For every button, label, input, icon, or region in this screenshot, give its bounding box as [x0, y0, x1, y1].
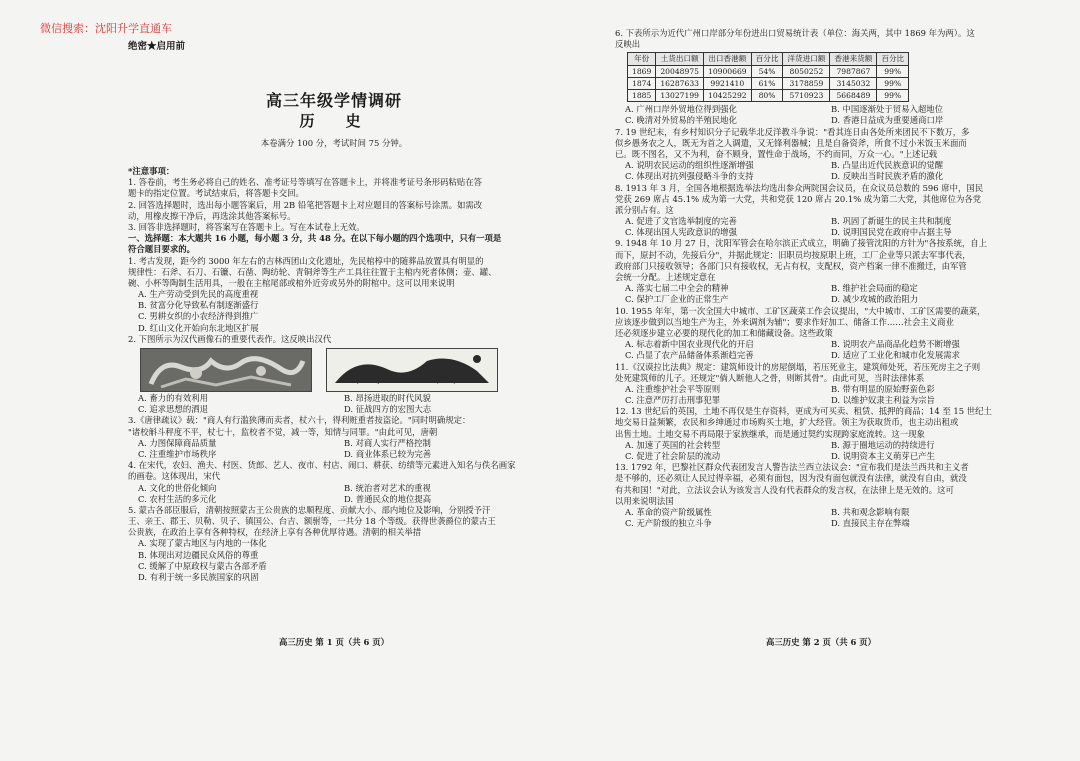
question-13-option-c[interactable]: C. 无产阶级的独立斗争	[625, 518, 712, 529]
question-8-line: 8. 1913 年 3 月，全国各地根据选举法均选出参众两院国会议员，在众议员总数的 596 席中，国民	[615, 182, 984, 193]
question-13-option-a[interactable]: A. 革命的资产阶级属性	[625, 506, 712, 517]
question-9-option-b[interactable]: B. 维护社会局面的稳定	[831, 283, 918, 294]
question-7-option-d[interactable]: D. 反映出当时民族矛盾的激化	[831, 171, 944, 182]
question-7-option-c[interactable]: C. 体现出对抗列强侵略斗争的支持	[625, 171, 754, 182]
page-2-footer: 高三历史 第 2 页（共 6 页）	[766, 637, 876, 647]
table-cell: 3145032	[830, 77, 877, 89]
question-1-option-d[interactable]: D. 红山文化开始向东北地区扩展	[138, 322, 259, 333]
question-7-option-b[interactable]: B. 凸显出近代民族意识的觉醒	[831, 160, 943, 171]
page-1-footer: 高三历史 第 1 页（共 6 页）	[279, 637, 389, 647]
stone-relief-image-1	[140, 348, 312, 392]
table-cell: 9921410	[703, 77, 751, 89]
question-4-line: 4. 在宋代，农妇、渔夫、村医、货郎、艺人、夜市、村店、闹口、耕获、纺绩等元素进入知名与佚名画家	[128, 460, 516, 471]
table-cell: 10900669	[703, 65, 751, 77]
question-6-line: 反映出	[615, 39, 641, 50]
question-9-options-row	[615, 294, 1027, 305]
page-2	[615, 0, 1027, 761]
question-10-line: 还必须逐步建立必要的现代化的加工和储藏设备。这些政策	[615, 327, 833, 338]
trade-table	[627, 52, 909, 102]
table-cell: 1869	[628, 65, 656, 77]
question-2-options-row	[128, 393, 540, 404]
section-heading: 符合题目要求的。	[128, 244, 195, 255]
question-5-option-b[interactable]: B. 体现出对边疆民众风俗的尊重	[138, 549, 259, 560]
table-cell: 13027199	[656, 89, 704, 101]
exam-title: 高三年级学情调研	[265, 91, 402, 110]
notice-line: 1. 答卷前，考生务必将自己的姓名、准考证号等填写在答题卡上，并将准考证号条形码粘贴在答	[128, 177, 483, 188]
question-2-line: 2. 下图所示为汉代画像石的重要代表作。这反映出汉代	[128, 333, 332, 344]
table-cell: 80%	[751, 89, 783, 101]
table-row	[628, 65, 909, 77]
table-row	[628, 77, 909, 89]
table-cell: 10425292	[703, 89, 751, 101]
table-cell: 20048975	[656, 65, 704, 77]
stone-relief-image-2	[326, 348, 498, 392]
question-7-line: 已。既不图名，又不为利，奋不顾身，置性命于战场，不约而同，万众一心。"上述记载	[615, 148, 938, 159]
question-10-options-row	[615, 339, 1027, 350]
notice-line: 3. 回答非选择题时，将答案写在答题卡上。写在本试卷上无效。	[128, 221, 365, 232]
question-11-option-b[interactable]: B. 带有明显的原始野蛮色彩	[831, 383, 935, 394]
question-13-options-row	[615, 518, 1027, 529]
question-7-options-row	[615, 171, 1027, 182]
question-12-line: 地交易日益频繁，农民和乡绅通过市场购买土地，扩大经营。领主为获取货币，也主动出租或	[615, 417, 959, 428]
table-cell: 5710923	[783, 89, 830, 101]
question-13-options-row	[615, 507, 1027, 518]
question-11-option-d[interactable]: D. 以维护奴隶主利益为宗旨	[831, 395, 935, 406]
question-10-line: 10. 1955 年年，第一次全国大中城市、工矿区蔬菜工作会议提出，"大中城市、工矿区需要的蔬菜，	[615, 305, 986, 316]
question-4-option-b[interactable]: B. 统治者对艺术的重视	[344, 482, 431, 493]
col-export: 土货出口额	[656, 53, 704, 65]
question-5-line: 公贵族，在政治上享有各种特权，在经济上享有各种优厚待遇。清朝的相关举措	[128, 527, 422, 538]
question-11-option-a[interactable]: A. 注重维护社会平等原则	[625, 383, 721, 394]
notice-line: 2. 回答选择题时，选出每小题答案后，用 2B 铅笔把答题卡上对应题目的答案标号涂黑。如需改	[128, 199, 483, 210]
question-9-line: 9. 1948 年 10 月 27 日，沈阳军管会在哈尔滨正式成立，明确了接管沈阳的方针为"各按系统，自上	[615, 238, 987, 249]
table-cell: 1874	[628, 77, 656, 89]
question-13-option-b[interactable]: B. 共和观念影响有限	[831, 506, 910, 517]
question-9-option-c[interactable]: C. 保护工厂企业的正常生产	[625, 294, 729, 305]
table-cell: 61%	[751, 77, 783, 89]
question-3-options-row	[128, 438, 540, 449]
question-5-line: 王、亲王、郡王、贝勒、贝子、镇国公、台吉、额驸等，一共分 18 个等级。获得世袭爵位的蒙古王	[128, 516, 496, 527]
question-13-line: 以用来说明法国	[615, 495, 674, 506]
question-4-option-d[interactable]: D. 普通民众的地位提高	[344, 493, 432, 504]
question-10-option-b[interactable]: B. 说明农产品商品化趋势不断增强	[831, 339, 960, 350]
page-1	[128, 0, 540, 761]
question-1-option-b[interactable]: B. 贫富分化导致私有制逐渐盛行	[138, 300, 259, 311]
question-13-line: 是不够的，还必须让人民过得幸福，必须有面包，因为没有面包就没有法律，就没有自由，就没	[615, 473, 967, 484]
question-6-line: 6. 下表所示为近代广州口岸部分年份进出口贸易统计表（单位：海关两，其中 1869 年为两）。这	[615, 28, 975, 38]
question-5-option-d[interactable]: D. 有利于统一多民族国家的巩固	[138, 572, 259, 582]
question-8-option-b[interactable]: B. 巩固了新诞生的民主共和制度	[831, 216, 952, 227]
question-3-option-d[interactable]: D. 商业体系已较为完善	[344, 448, 432, 459]
page-2-body	[615, 28, 1027, 529]
question-7-line: 似乡愚务农之人，既无为首之人调遣，又无锋利器械；且是自备资斧，所食不过小米饭玉米面而	[615, 137, 967, 148]
col-import-hk: 香港来货额	[830, 53, 877, 65]
question-8-options-row	[615, 227, 1027, 238]
section-heading: 一、选择题：本大题共 16 小题，每小题 3 分，共 48 分。在以下每小题的四个选项中，只有一项是	[128, 233, 502, 244]
question-4-option-c[interactable]: C. 农村生活的多元化	[138, 493, 217, 504]
question-12-option-c[interactable]: C. 促进了社会阶层的流动	[625, 451, 721, 461]
question-9-option-a[interactable]: A. 落实七届二中全会的精神	[625, 283, 729, 294]
question-11-options-row	[615, 384, 1027, 395]
question-11-line: 11.《汉谟拉比法典》规定：建筑师设计的房屋倒塌，若压死业主，建筑师处死，若压死房主之子则	[615, 361, 981, 372]
question-8-option-c[interactable]: C. 体现出国人宪政意识的增强	[625, 227, 737, 238]
watermark: 微信搜索：沈阳升学直通车	[40, 22, 172, 35]
question-10-options-row	[615, 350, 1027, 361]
question-7-line: 7. 19 世纪末，有乡村知识分子记载华北反洋教斗争说："看其连日由各处所来团民不下数万，多	[615, 126, 970, 137]
question-13-line: 13. 1792 年，巴黎社区群众代表团发言人警告法兰西立法议会："宣布我们是法兰西共和主义者	[615, 462, 969, 473]
table-cell: 7987867	[830, 65, 877, 77]
table-cell: 5668489	[830, 89, 877, 101]
col-import: 洋货进口额	[783, 53, 830, 65]
table-cell: 99%	[877, 89, 909, 101]
question-4-options-row	[128, 483, 540, 494]
question-12-option-a[interactable]: A. 加速了英国的社会转型	[625, 439, 721, 450]
question-10-option-d[interactable]: D. 适应了工业化和城市化发展需求	[831, 350, 960, 361]
question-3-option-c[interactable]: C. 注重维护市场秩序	[138, 448, 217, 459]
question-2-option-a[interactable]: A. 畜力的有效利用	[138, 393, 208, 403]
score-line: 本卷满分 100 分，考试时间 75 分钟。	[260, 138, 408, 148]
question-9-options-row	[615, 283, 1027, 294]
question-3-option-b[interactable]: B. 对商人实行严格控制	[344, 437, 431, 448]
question-8-line: 派分别占有。这	[615, 204, 674, 215]
exam-subject: 历 史	[299, 112, 369, 130]
table-cell: 54%	[751, 65, 783, 77]
question-5-line: 5. 蒙古各部臣服后，清朝按照蒙古王公贵族的忠顺程度、贡献大小、部内地位及影响，分别授予汗	[128, 504, 491, 515]
question-6-option-a[interactable]: A. 广州口岸外贸地位得到强化	[625, 104, 737, 115]
question-1-option-c[interactable]: C. 男耕女织的小农经济得到推广	[138, 311, 259, 322]
question-10-line: 应该逐步做到以当地生产为主，外来调剂为辅"；要求作好加工、储备工作……社会主义商业	[615, 316, 954, 327]
question-11-line: 处死建筑师的儿子。还规定"倘人断他人之骨，则断其骨"。由此可见，当时法律体系	[615, 372, 925, 383]
question-4-line: 的画卷。这体现出，宋代	[128, 471, 221, 482]
question-12-option-b[interactable]: B. 源于圈地运动的持续进行	[831, 439, 935, 450]
trade-table-header	[628, 53, 909, 65]
question-9-line: 会统一分配。上述规定意在	[615, 272, 716, 282]
secret-mark: 绝密★启用前	[128, 41, 186, 52]
question-4-option-a[interactable]: A. 文化的世俗化倾向	[138, 482, 217, 493]
question-8-option-a[interactable]: A. 促进了文官选举制度的完善	[625, 216, 737, 227]
question-6-option-d[interactable]: D. 香港日益成为重要通商口岸	[831, 115, 944, 126]
question-10-option-c[interactable]: C. 凸显了农产品储备体系渐趋完善	[625, 350, 754, 361]
table-cell: 3178859	[783, 77, 830, 89]
table-cell: 16287633	[656, 77, 704, 89]
question-5-option-a[interactable]: A. 实现了蒙古地区与内地的一体化	[138, 538, 267, 549]
table-row	[628, 89, 909, 101]
question-9-line: 而下，原封不动，先接后分"，并据此规定：旧职员均按原职上班，工厂企业等只派去军事代表，	[615, 249, 971, 260]
page-1-body	[128, 166, 540, 583]
question-2-options-row	[128, 404, 540, 415]
question-13-option-d[interactable]: D. 直接民主存在弊端	[831, 518, 910, 529]
question-8-line: 党获 269 席占 45.1% 成为第一大党，共和党获 120 席占 20.1% 成为第二大党，其他席位为各党	[615, 193, 982, 204]
table-cell: 8050252	[783, 65, 830, 77]
question-2-figures	[140, 348, 540, 390]
question-9-option-d[interactable]: D. 减少攻城的政治阻力	[831, 294, 919, 305]
question-3-line: "诸校斛斗秤度不平，杖七十，监校者不觉，减一等，知情与同罪。"由此可见，唐朝	[128, 426, 438, 437]
notice-line: 题卡的指定位置。考试结束后，将答题卡交回。	[128, 188, 304, 199]
question-4-options-row	[128, 494, 540, 505]
notice-line: 动，用橡皮擦干净后，再选涂其他答案标号。	[128, 210, 296, 221]
col-year: 年份	[628, 53, 656, 65]
col-export-hk: 出口香港额	[703, 53, 751, 65]
question-5-option-c[interactable]: C. 缓解了中原政权与蒙古各部矛盾	[138, 560, 267, 571]
table-cell: 99%	[877, 77, 909, 89]
question-8-options-row	[615, 216, 1027, 227]
col-percent-1: 百分比	[751, 53, 783, 65]
question-13-line: 有共和国！"对此，立法议会认为该发言人没有代表群众的发言权，在法律上是无效的。这可	[615, 484, 954, 495]
notice-heading: *注意事项：	[128, 166, 175, 176]
table-cell: 1885	[628, 89, 656, 101]
table-cell: 99%	[877, 65, 909, 77]
question-9-line: 政府部门只接收领导；各部门只有接收权，无占有权，支配权，资产档案一律不准搬迁，由军管	[615, 260, 967, 271]
question-12-option-d[interactable]: D. 说明资本主义萌芽已产生	[831, 451, 935, 461]
question-6-options-row	[615, 104, 1027, 115]
question-1-line: 规律性：石斧、石刀、石镰、石凿、陶纺轮、青铜斧等生产工具往往置于主棺内死者体侧；壶、罐、	[128, 266, 497, 277]
question-12-line: 出售土地。土地交易不再局限于家族继承，而是通过契约实现跨家庭流转。这一现象	[615, 428, 925, 439]
question-1-line: 1. 考古发现，距今约 3000 年左右的吉林西团山文化遗址，先民棺椁中的随葬品放置具有明显的	[128, 255, 484, 266]
question-3-options-row	[128, 449, 540, 460]
question-6-option-b[interactable]: B. 中国逐渐处于贸易入超地位	[831, 104, 943, 115]
question-12-line: 12. 13 世纪后的英国，土地不再仅是生存资料，更成为可买卖、租赁、抵押的商品；14 至 15 世纪土	[615, 406, 992, 417]
question-2-option-b[interactable]: B. 昂扬进取的时代风貌	[344, 393, 431, 403]
question-11-options-row	[615, 395, 1027, 406]
question-7-options-row	[615, 160, 1027, 171]
question-3-option-a[interactable]: A. 力图保障商品质量	[138, 437, 217, 448]
question-11-option-c[interactable]: C. 注意严厉打击刑事犯罪	[625, 395, 721, 406]
question-6-options-row	[615, 115, 1027, 126]
question-7-option-a[interactable]: A. 说明农民运动的组织性逐渐增强	[625, 160, 754, 171]
question-3-line: 3.《唐律疏议》载："商人有行滥狭薄而卖者，杖六十，得利赃重者按盗论。"同时明确规定：	[128, 415, 471, 426]
question-10-option-a[interactable]: A. 标志着新中国农业现代化的开启	[625, 339, 754, 350]
question-2-option-d[interactable]: D. 征战四方的宏图大志	[344, 404, 432, 415]
question-6-option-c[interactable]: C. 晚清对外贸易的半殖民地化	[625, 115, 737, 126]
question-1-option-a[interactable]: A. 生产劳动受到先民的高度重视	[138, 289, 259, 300]
question-2-option-c[interactable]: C. 追求思想的洒退	[138, 404, 209, 415]
question-8-option-d[interactable]: D. 说明国民党在政府中占据主导	[831, 227, 952, 238]
question-1-line: 碗、小杯等陶制生活用具，一般在主棺尾部或棺外近旁或另外的附棺中。这可以用来说明	[128, 277, 455, 288]
question-12-options-row	[615, 451, 1027, 462]
question-12-options-row	[615, 440, 1027, 451]
col-percent-2: 百分比	[877, 53, 909, 65]
